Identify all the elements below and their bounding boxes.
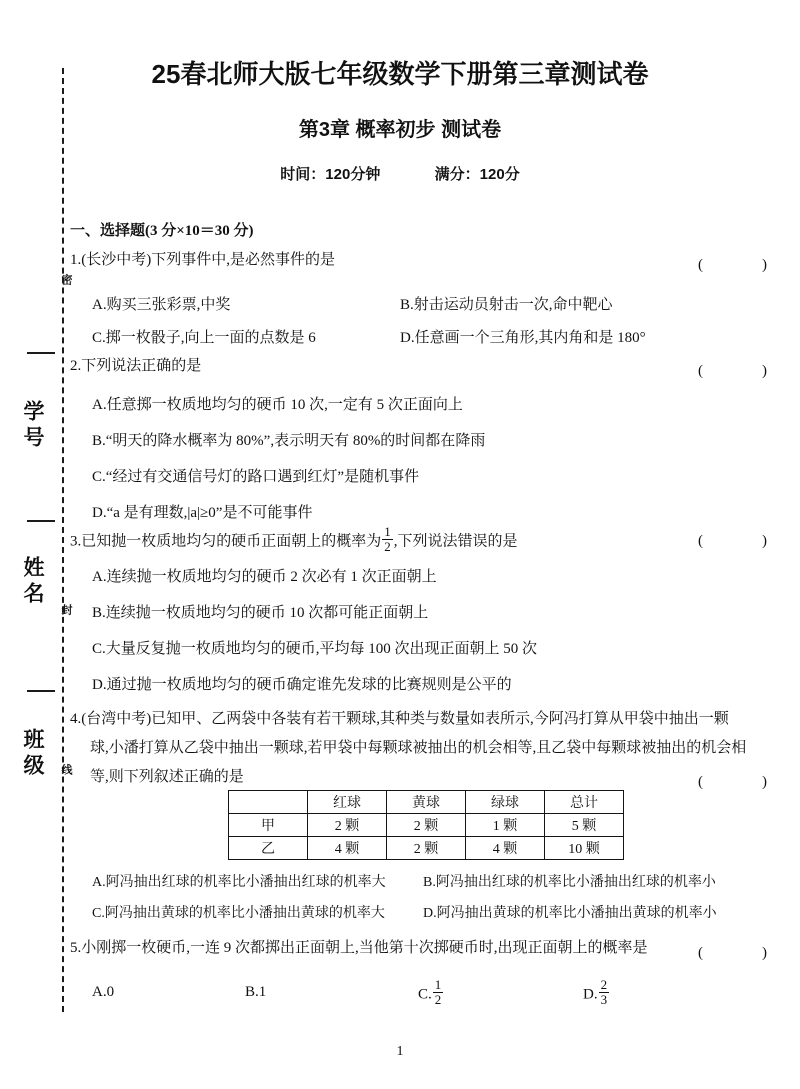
- question-1-option-d[interactable]: D.任意画一个三角形,其内角和是 180°: [400, 330, 646, 346]
- binding-divider-top: [27, 352, 55, 354]
- table-row: [229, 837, 624, 860]
- table-cell-jia-green: 1 颗: [466, 814, 545, 837]
- question-5-option-c-label: C.: [418, 986, 432, 1003]
- question-5-option-a-label: A.0: [92, 984, 115, 1000]
- question-1-stem: 1.(长沙中考)下列事件中,是必然事件的是: [70, 252, 335, 268]
- table-header-green: 绿球: [466, 791, 545, 814]
- question-5-option-a[interactable]: [92, 985, 114, 1000]
- question-3-option-d[interactable]: D.通过抛一枚质地均匀的硬币确定谁先发球的比赛规则是公平的: [92, 677, 512, 693]
- ball-count-table: [228, 790, 624, 860]
- question-3-fraction: [382, 525, 393, 554]
- binding-divider-middle: [27, 520, 55, 522]
- question-5-stem: 5.小刚掷一枚硬币,一连 9 次都掷出正面朝上,当他第十次掷硬币时,出现正面朝上的概率是: [70, 940, 648, 956]
- seal-dashed-line: [62, 68, 64, 1012]
- table-cell-jia-yellow: 2 颗: [387, 814, 466, 837]
- seal-char-xian: 线: [60, 764, 72, 775]
- chapter-title: 第3章 概率初步 测试卷: [298, 119, 502, 141]
- table-cell-yi-red: 4 颗: [308, 837, 387, 860]
- exam-sheet: [70, 0, 789, 1089]
- question-3-option-a[interactable]: A.连续抛一枚质地均匀的硬币 2 次必有 1 次正面朝上: [92, 569, 437, 585]
- question-3-option-b[interactable]: B.连续抛一枚质地均匀的硬币 10 次都可能正面朝上: [92, 605, 429, 621]
- table-cell-yi-total: 10 颗: [545, 837, 624, 860]
- fraction-denominator: 2: [384, 539, 391, 555]
- field-label-name: 姓名: [21, 556, 45, 608]
- table-cell-jia-total: 5 颗: [545, 814, 624, 837]
- question-4-stem-line-2: 球,小潘打算从乙袋中抽出一颗球,若甲袋中每颗球被抽出的机会相等,且乙袋中每颗球被抽出的机会相: [90, 740, 747, 756]
- section-heading-multiple-choice: 一、选择题(3 分×10＝30 分): [70, 223, 254, 239]
- question-2-option-a[interactable]: A.任意掷一枚质地均匀的硬币 10 次,一定有 5 次正面向上: [92, 397, 463, 413]
- question-5-option-b-label: B.1: [245, 984, 267, 1000]
- fraction-denominator: 2: [434, 992, 442, 1008]
- table-header-row: [229, 791, 624, 814]
- exam-meta: [70, 163, 730, 184]
- table-cell-yi-green: 4 颗: [466, 837, 545, 860]
- field-label-class: 班级: [21, 728, 45, 780]
- table-cell-jia-red: 2 颗: [308, 814, 387, 837]
- seal-char-mi: 密: [60, 274, 72, 285]
- question-2-option-d[interactable]: D.“a 是有理数,|a|≥0”是不可能事件: [92, 505, 313, 521]
- table-header-total: 总计: [545, 791, 624, 814]
- page-title: 25春北师大版七年级数学下册第三章测试卷: [151, 59, 649, 89]
- question-1-option-a[interactable]: A.购买三张彩票,中奖: [92, 297, 231, 313]
- time-limit-label: 时间：120分钟: [280, 166, 381, 183]
- question-2-option-b[interactable]: B.“明天的降水概率为 80%”,表示明天有 80%的时间都在降雨: [92, 433, 486, 449]
- question-2-answer-box[interactable]: ( ): [698, 363, 789, 379]
- question-5-option-d-fraction: [599, 978, 610, 1007]
- question-1-option-c[interactable]: C.掷一枚骰子,向上一面的点数是 6: [92, 330, 316, 346]
- question-3-option-c[interactable]: C.大量反复抛一枚质地均匀的硬币,平均每 100 次出现正面朝上 50 次: [92, 641, 538, 657]
- question-4-stem-line-1: 4.(台湾中考)已知甲、乙两袋中各装有若干颗球,其种类与数量如表所示,今阿冯打算从甲袋中抽出一颗: [70, 711, 729, 727]
- question-3-answer-box[interactable]: ( ): [698, 533, 789, 549]
- question-5-option-c-fraction: [433, 978, 444, 1007]
- seal-char-feng: 封: [60, 604, 72, 615]
- table-corner-cell: [229, 791, 308, 814]
- total-score-label: 满分：120分: [434, 166, 520, 183]
- question-4-option-b[interactable]: B.阿冯抽出红球的机率比小潘抽出红球的机率小: [423, 875, 716, 890]
- question-4-option-d[interactable]: D.阿冯抽出黄球的机率比小潘抽出黄球的机率小: [423, 906, 717, 921]
- binding-divider-bottom: [27, 690, 55, 692]
- question-4-option-c[interactable]: C.阿冯抽出黄球的机率比小潘抽出黄球的机率大: [92, 906, 385, 921]
- fraction-denominator: 3: [600, 992, 608, 1008]
- question-5-answer-box[interactable]: ( ): [698, 945, 789, 961]
- fraction-numerator: 1: [434, 977, 442, 992]
- question-1-answer-box[interactable]: ( ): [698, 257, 789, 273]
- table-cell-yi-yellow: 2 颗: [387, 837, 466, 860]
- question-5-option-c[interactable]: [418, 978, 444, 1007]
- fraction-numerator: 1: [384, 524, 391, 539]
- table-row-label-jia: 甲: [229, 814, 308, 837]
- question-5-option-d-label: D.: [583, 986, 598, 1003]
- question-4-stem-line-3: 等,则下列叙述正确的是: [90, 769, 244, 785]
- field-label-student-id: 学号: [21, 400, 45, 452]
- fraction-numerator: 2: [600, 977, 608, 992]
- question-2-stem: 2.下列说法正确的是: [70, 358, 202, 374]
- table-row: [229, 814, 624, 837]
- question-3-stem: [70, 525, 518, 554]
- table-header-red: 红球: [308, 791, 387, 814]
- question-4-option-a[interactable]: A.阿冯抽出红球的机率比小潘抽出红球的机率大: [92, 875, 386, 890]
- question-3-stem-part-2: ,下列说法错误的是: [393, 533, 518, 550]
- table-row-label-yi: 乙: [229, 837, 308, 860]
- page-number: 1: [396, 1044, 404, 1059]
- question-2-option-c[interactable]: C.“经过有交通信号灯的路口遇到红灯”是随机事件: [92, 469, 420, 485]
- question-3-stem-part-1: 3.已知抛一枚质地均匀的硬币正面朝上的概率为: [70, 533, 382, 550]
- question-1-option-b[interactable]: B.射击运动员射击一次,命中靶心: [400, 297, 613, 313]
- question-5-option-d[interactable]: [583, 978, 610, 1007]
- question-4-answer-box[interactable]: ( ): [698, 774, 789, 790]
- table-header-yellow: 黄球: [387, 791, 466, 814]
- question-5-option-b[interactable]: [245, 985, 266, 1000]
